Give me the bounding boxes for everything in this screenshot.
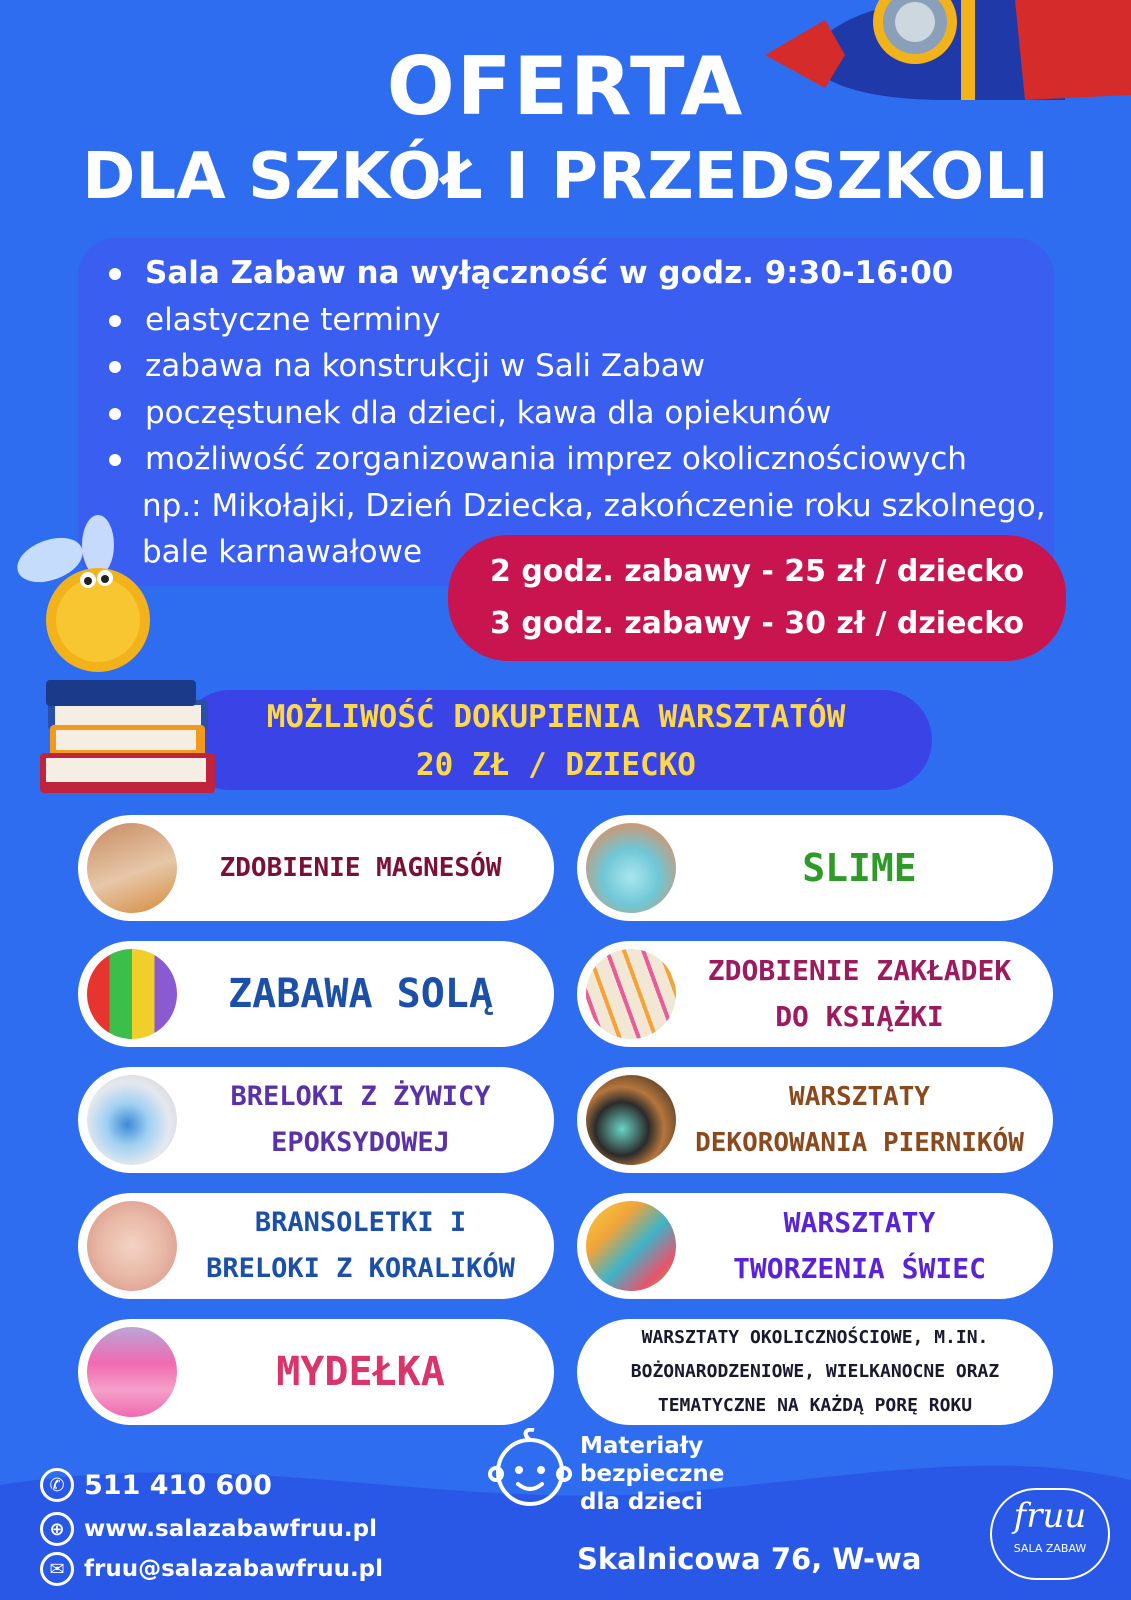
workshop-label-line: ZDOBIENIE ZAKŁADEK <box>707 954 1012 987</box>
bead-bracelet-photo <box>87 1201 177 1291</box>
baby-face-icon <box>488 1428 572 1512</box>
workshop-label <box>676 1074 1053 1166</box>
workshops-banner-price: 20 ZŁ / DZIECKO <box>416 747 696 783</box>
offer-item: elastyczne terminy <box>105 297 1065 344</box>
workshop-label-line: WARSZTATY <box>783 1206 936 1239</box>
logo-name: fruu <box>1013 1496 1087 1536</box>
workshop-label: SLIME <box>802 846 917 890</box>
globe-icon: ⊕ <box>40 1512 74 1546</box>
workshop-bead-bracelets <box>78 1193 554 1299</box>
workshop-label-line: WARSZTATY <box>789 1082 930 1112</box>
bullet-icon <box>109 268 121 280</box>
safety-note <box>580 1432 724 1516</box>
children-decorating-magnets-photo <box>87 823 177 913</box>
workshop-occasional <box>577 1319 1053 1425</box>
workshop-label <box>177 1200 554 1292</box>
workshop-label-line: BOŻONARODZENIOWE, WIELKANOCNE ORAZ <box>630 1361 1000 1382</box>
workshops-banner-title: MOŻLIWOŚĆ DOKUPIENIA WARSZTATÓW <box>266 699 846 735</box>
workshop-label <box>577 1321 1053 1423</box>
painted-bookmarks-photo <box>586 949 676 1039</box>
gingerbread-decorating-photo <box>586 1075 676 1165</box>
workshop-salt <box>78 941 554 1047</box>
workshops-banner <box>180 690 932 790</box>
workshop-label-line: WARSZTATY OKOLICZNOŚCIOWE, M.IN. <box>641 1327 989 1348</box>
offer-item-continuation: bale karnawałowe <box>142 534 423 570</box>
offer-list <box>105 250 1065 576</box>
resin-keychain-photo <box>87 1075 177 1165</box>
candles-photo <box>586 1201 676 1291</box>
workshop-label <box>177 1074 554 1166</box>
colored-salt-jars-photo <box>87 949 177 1039</box>
price-3h: 3 godz. zabawy - 30 zł / dziecko <box>490 606 1024 641</box>
page-title: OFERTA <box>386 40 745 133</box>
workshop-label-line: DO KSIĄŻKI <box>775 1000 944 1033</box>
contact-email[interactable] <box>40 1552 383 1586</box>
workshop-label-line: TWORZENIA ŚWIEC <box>733 1252 986 1285</box>
workshop-label-line: DEKOROWANIA PIERNIKÓW <box>695 1128 1024 1158</box>
safety-line: bezpieczne <box>580 1461 725 1487</box>
safety-line: Materiały <box>580 1433 704 1459</box>
workshop-soaps <box>78 1319 554 1425</box>
contact-website[interactable] <box>40 1512 377 1546</box>
workshop-label: MYDEŁKA <box>276 1349 445 1395</box>
bullet-icon <box>109 454 121 466</box>
bullet-icon <box>109 315 121 327</box>
offer-item: Sala Zabaw na wyłączność w godz. 9:30-16:00 <box>105 250 1065 297</box>
safety-line: dla dzieci <box>580 1489 703 1515</box>
workshop-label <box>676 948 1053 1040</box>
workshop-candles <box>577 1193 1053 1299</box>
offer-item: możliwość zorganizowania imprez okolicznościowych <box>105 436 1065 483</box>
offer-item-continuation: np.: Mikołajki, Dzień Dziecka, zakończenie roku szkolnego, <box>142 487 1046 524</box>
price-box <box>448 535 1066 661</box>
offer-item: zabawa na konstrukcji w Sali Zabaw <box>105 343 1065 390</box>
phone-icon: ✆ <box>40 1468 74 1502</box>
soap-molds-photo <box>87 1327 177 1417</box>
workshop-label-line: BRANSOLETKI I <box>254 1207 467 1238</box>
workshop-slime <box>577 815 1053 921</box>
slime-photo <box>586 823 676 913</box>
workshop-label <box>676 1200 1053 1292</box>
contact-phone[interactable] <box>40 1468 272 1502</box>
address: Skalnicowa 76, W-wa <box>577 1542 922 1576</box>
phone-number: 511 410 600 <box>84 1469 272 1501</box>
bullet-icon <box>109 361 121 373</box>
workshop-label-line: EPOKSYDOWEJ <box>271 1127 450 1158</box>
workshop-magnets <box>78 815 554 921</box>
workshop-label: ZDOBIENIE MAGNESÓW <box>219 853 502 883</box>
workshop-resin-keychains <box>78 1067 554 1173</box>
price-2h: 2 godz. zabawy - 25 zł / dziecko <box>490 554 1024 589</box>
workshop-label-line: TEMATYCZNE NA KAŻDĄ PORĘ ROKU <box>657 1395 973 1416</box>
workshop-bookmarks <box>577 941 1053 1047</box>
bullet-icon <box>109 408 121 420</box>
logo-subtitle: SALA ZABAW <box>1013 1542 1087 1555</box>
workshop-label-line: BRELOKI Z ŻYWICY <box>230 1081 491 1112</box>
envelope-icon: ✉ <box>40 1552 74 1586</box>
workshop-gingerbread <box>577 1067 1053 1173</box>
bee-mascot-illustration <box>10 515 215 800</box>
workshop-label: ZABAWA SOLĄ <box>228 971 493 1017</box>
offer-item: poczęstunek dla dzieci, kawa dla opiekunów <box>105 390 1065 437</box>
email-link: fruu@salazabawfruu.pl <box>84 1556 384 1582</box>
workshop-label-line: BRELOKI Z KORALIKÓW <box>206 1253 515 1284</box>
page-subtitle: DLA SZKÓŁ I PRZEDSZKOLI <box>82 140 1049 214</box>
fruu-logo <box>990 1488 1110 1580</box>
website-link: www.salazabawfruu.pl <box>84 1516 377 1542</box>
